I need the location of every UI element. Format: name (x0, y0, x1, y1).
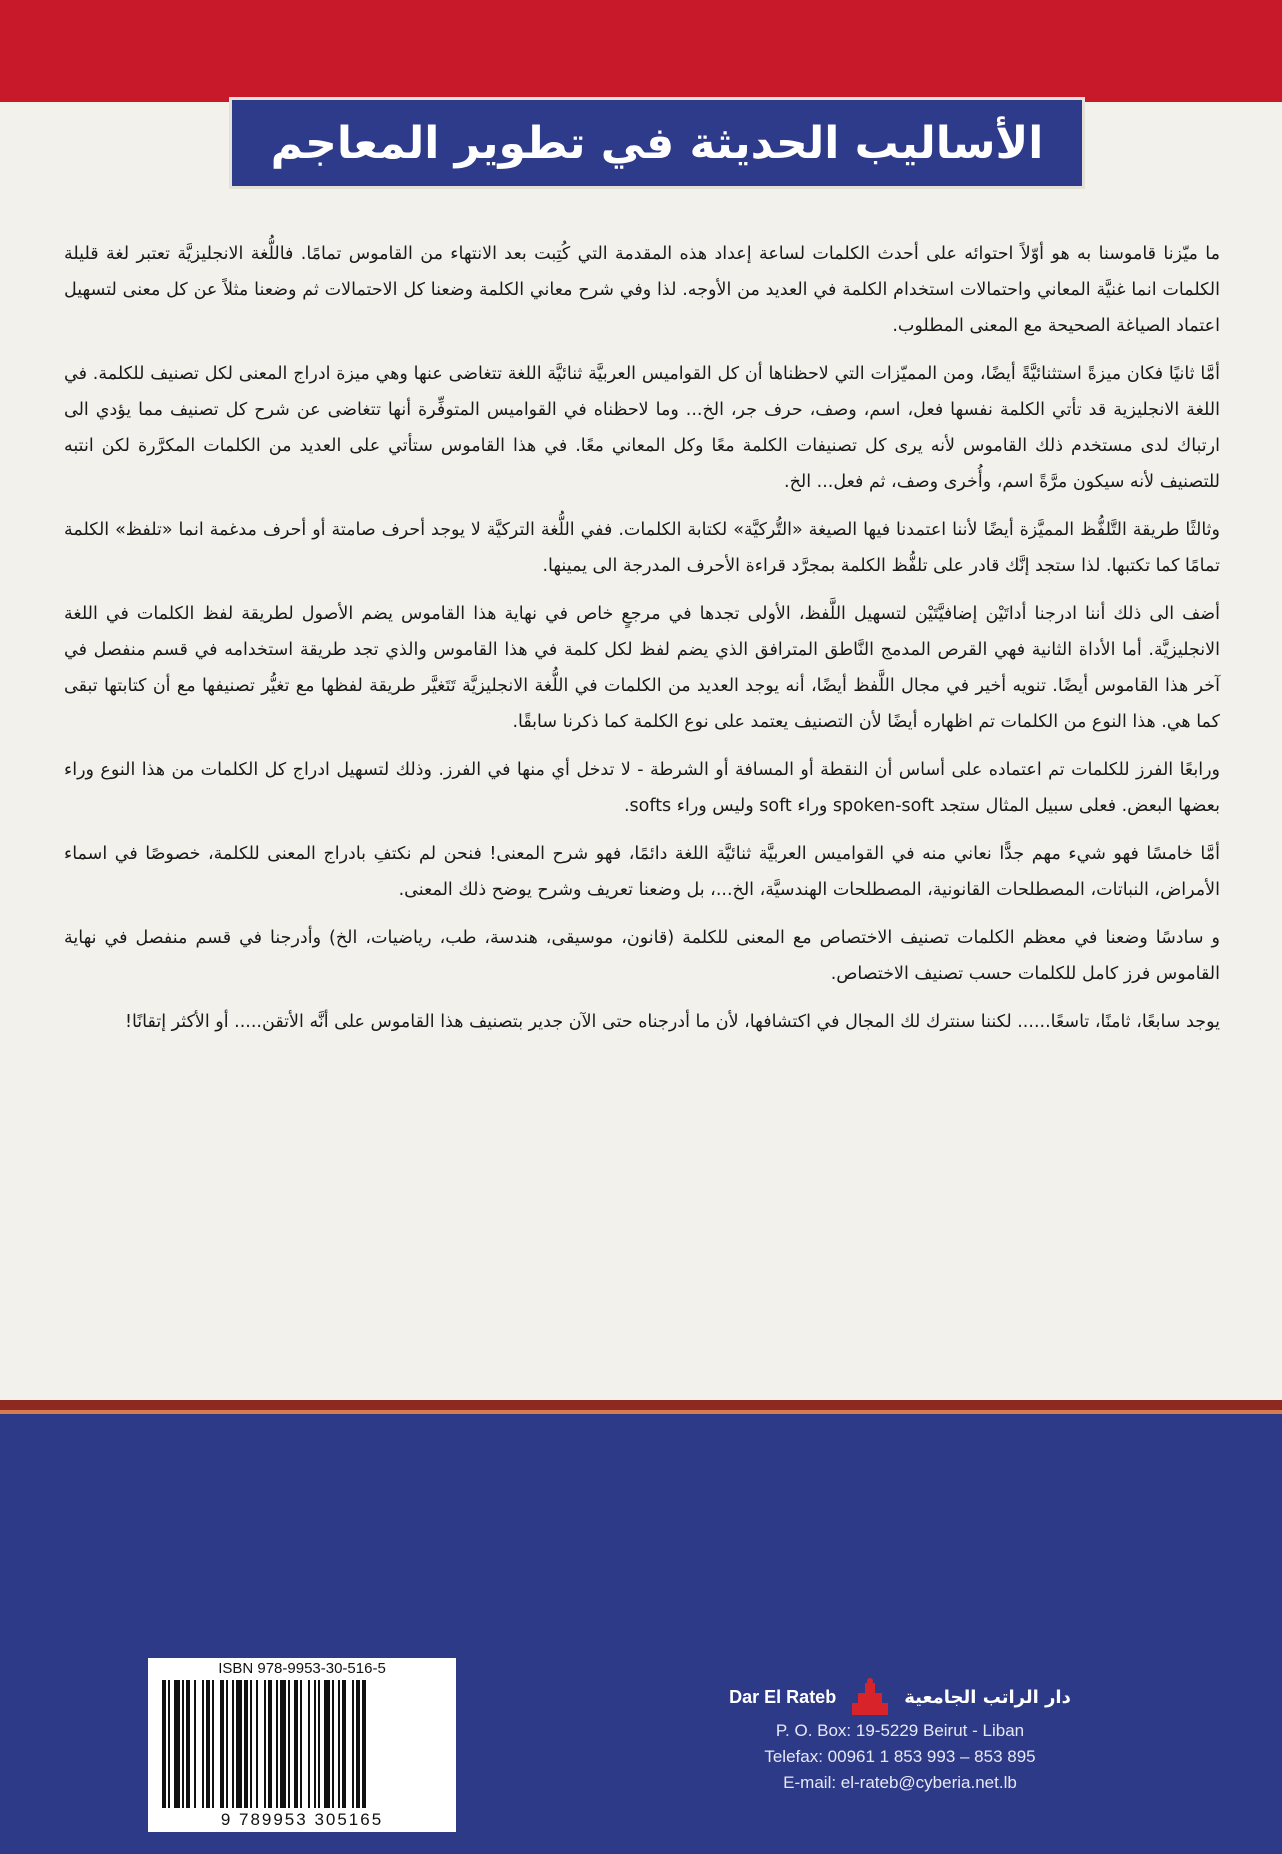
barcode-bar (352, 1680, 354, 1808)
barcode-bar (232, 1680, 234, 1808)
barcode-bar (338, 1680, 340, 1808)
paragraph-6: أمَّا خامسًا فهو شيء مهم جدًّا نعاني منه في القواميس العربيَّة ثنائيَّة اللغة دائمًا، فهو شرح المعنى! فنحن لم نكتفِ بادراج المعنى للكلمة، خصوصًا في اسماء الأمراض، النباتات، المصطلحات القانونية، المصطلحات الهندسيَّة، الخ...، بل وضعنا تعريف وشرح يوضح ذلك المعنى. (64, 844, 1220, 900)
isbn-label: ISBN 978-9953-30-516-5 (218, 1660, 386, 1677)
barcode-bar (220, 1680, 224, 1808)
publisher-info (680, 1676, 1120, 1796)
publisher-name-en: Dar El Rateb (729, 1686, 837, 1707)
publisher-name-ar: دار الراتب الجامعية (904, 1686, 1071, 1708)
barcode-bar (342, 1680, 346, 1808)
barcode-bar (162, 1680, 166, 1808)
barcode-bar (362, 1680, 366, 1808)
barcode-bar (276, 1680, 278, 1808)
barcode-bar (288, 1680, 290, 1808)
barcode-bar (250, 1680, 252, 1808)
barcode-bar (206, 1680, 210, 1808)
barcode-bar (256, 1680, 258, 1808)
publisher-telefax: Telefax: 00961 1 853 993 – 853 895 (764, 1747, 1036, 1766)
paragraph-5: ورابعًا الفرز للكلمات تم اعتماده على أساس أن النقطة أو المسافة أو الشرطة - لا تدخل أي منها في الفرز. وذلك لتسهيل ادراج كل الكلمات من هذا النوع وراء بعضها البعض. فعلى سبيل المثال ستجد spoken-soft وراء soft وليس وراء softs. (64, 760, 1220, 816)
barcode-bar (314, 1680, 316, 1808)
barcode-bar (332, 1680, 334, 1808)
barcode-bar (268, 1680, 272, 1808)
paragraph-1: ما ميّزنا قاموسنا به هو أوّلاً احتوائه على أحدث الكلمات لساعة إعداد هذه المقدمة التي كُتِبت بعد الانتهاء من القاموس تمامًا. فاللُّغة الانجليزيَّة تعتبر لغة قليلة الكلمات انما غنيَّة المعاني واحتمالات استخدام الكلمة في العديد من الأوجه. لذا وفي شرح معاني الكلمة وضعنا كل الاحتمالات ثم وضعنا مثلاً عن كل معنى لتسهيل اعتماد الصياغة الصحيحة مع المعنى المطلوب. (64, 244, 1220, 336)
paragraph-8: يوجد سابعًا، ثامنًا، تاسعًا...... لكننا سنترك لك المجال في اكتشافها، لأن ما أدرجناه حتى الآن جدير بتصنيف هذا القاموس على أنَّه الأتقن..... أو الأكثر إتقانًا! (124, 1012, 1220, 1032)
barcode-bar (294, 1680, 298, 1808)
isbn-barcode (148, 1658, 456, 1832)
barcode-bar (244, 1680, 248, 1808)
barcode-bar (186, 1680, 190, 1808)
barcode-bar (308, 1680, 310, 1808)
barcode-bar (236, 1680, 242, 1808)
publisher-email: E-mail: el-rateb@cyberia.net.lb (783, 1773, 1017, 1792)
paragraph-4: أضف الى ذلك أننا ادرجنا أداتَيْن إضافيَّتَيْن لتسهيل اللَّفظ، الأولى تجدها في مرجعٍ خاص في نهاية هذا القاموس يضم الأصول لطريقة لفظ الكلمات في اللغة الانجليزيَّة. أما الأداة الثانية فهي القرص المدمج النَّاطق المترافق الذي يضم لفظ لكل كلمة في هذا القاموس والذي تجد طريقة استخدامه في قسم منفصل في آخر هذا القاموس أيضًا. تنويه أخير في مجال اللَّفظ أيضًا، أنه يوجد العديد من الكلمات في اللُّغة الانجليزيَّة تَتَغيَّر طريقة لفظها مع تغيُّر تصنيفها مع أن كتابتها تبقى كما هي. هذا النوع من الكلمات تم اظهاره أيضًا لأن التصنيف يعتمد على نوع الكلمة كما ذكرنا سابقًا. (64, 604, 1220, 732)
barcode-bar (174, 1680, 180, 1808)
barcode-bar (318, 1680, 320, 1808)
publisher-address: P. O. Box: 19-5229 Beirut - Liban (775, 1721, 1025, 1740)
barcode-bar (202, 1680, 204, 1808)
title-banner (229, 97, 1085, 189)
barcode-bar (264, 1680, 266, 1808)
barcode-bar (324, 1680, 330, 1808)
publisher-logo-icon (848, 1677, 892, 1717)
paragraph-3: وثالثًا طريقة التَّلفُّظ المميَّزة أيضًا لأننا اعتمدنا فيها الصيغة «التُّركيَّة» لكتابة الكلمات. ففي اللُّغة التركيَّة لا يوجد أحرف صامتة أو أحرف مدغمة انما «تلفظ» الكلمة تمامًا كما تكتبها. لذا ستجد إنَّك قادر على تلفُّظ الكلمة بمجرَّد قراءة الأحرف المدرجة الى يمينها. (64, 520, 1220, 576)
barcode-bars (162, 1680, 444, 1808)
barcode-bar (280, 1680, 286, 1808)
top-red-band (0, 0, 1282, 102)
barcode-bar (356, 1680, 360, 1808)
barcode-bar (226, 1680, 228, 1808)
barcode-bar (300, 1680, 302, 1808)
body-text (64, 236, 1220, 1052)
page-title: الأساليب الحديثة في تطوير المعاجم (270, 117, 1044, 169)
paragraph-7: و سادسًا وضعنا في معظم الكلمات تصنيف الاختصاص مع المعنى للكلمة (قانون، موسيقى، هندسة، طب، رياضيات، الخ) وأدرجنا في قسم منفصل في نهاية القاموس فرز كامل للكلمات حسب تصنيف الاختصاص. (64, 928, 1220, 984)
divider-rule (0, 1400, 1282, 1410)
barcode-bar (168, 1680, 170, 1808)
paragraph-2: أمَّا ثانيًا فكان ميزةً استثنائيَّةً أيضًا، ومن المميّزات التي لاحظناها أن كل القواميس العربيَّة ثنائيَّة اللغة تتغاضى عنها وهي ميزة ادراج المعنى لكل تصنيف للكلمة. في اللغة الانجليزية قد تأتي الكلمة نفسها فعل، اسم، وصف، حرف جر، الخ... وما لاحظناه في القواميس المتوفِّرة أنها تتغاضى عن شرح كل تصنيف مما يؤدي الى ارتباك لدى مستخدم ذلك القاموس لأنه يرى كل تصنيفات الكلمة معًا وكل المعاني معًا. في هذا القاموس ستأتي على العديد من الكلمات المكرَّرة لكن انتبه للتصنيف لأنه سيكون مرَّةً اسم، وأُخرى وصف، ثم فعل... الخ. (64, 364, 1220, 492)
barcode-bar (212, 1680, 214, 1808)
isbn-digits: 9 789953 305165 (220, 1810, 384, 1829)
barcode-bar (194, 1680, 196, 1808)
barcode-bar (182, 1680, 184, 1808)
